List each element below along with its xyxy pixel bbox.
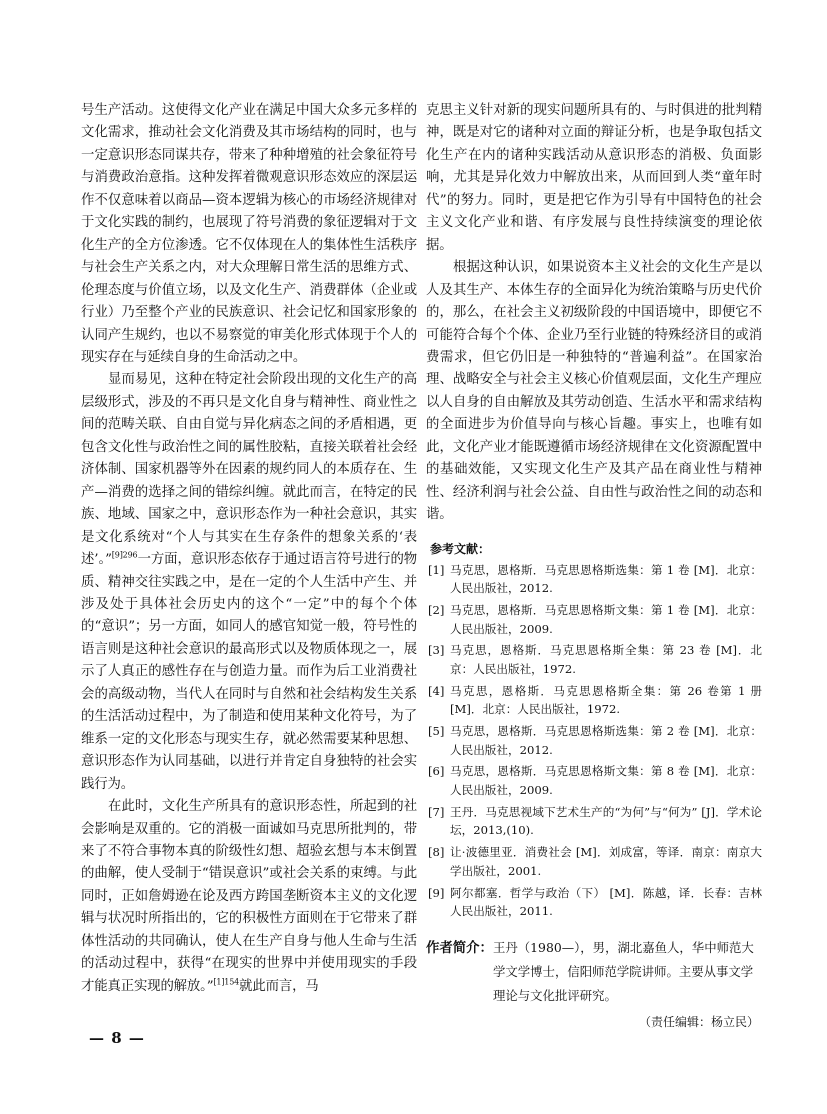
reference-number: [9] xyxy=(428,885,445,900)
reference-item xyxy=(426,884,762,921)
author-bio xyxy=(426,936,762,1008)
reference-text: 马克思，恩格斯．马克思恩格斯选集：第 2 卷 [M]．北京：人民出版社，2012. xyxy=(450,724,762,757)
citation-superscript: [1]154 xyxy=(213,977,240,987)
author-bio-label: 作者简介： xyxy=(426,939,493,956)
reference-item xyxy=(426,803,762,840)
reference-number: [1] xyxy=(428,562,445,577)
reference-text: 马克思，恩格斯．马克思恩格斯全集：第 23 卷 [M]．北京：人民出版社，1972. xyxy=(450,643,762,676)
author-bio-text: 王丹（1980—），男，湖北嘉鱼人，华中师范大学文学博士，信阳师范学院讲师。主要从事文学理论与文化批评研究。 xyxy=(493,939,754,1003)
citation-superscript: [9]296 xyxy=(111,550,138,560)
reference-item xyxy=(426,722,762,759)
reference-item xyxy=(426,682,762,719)
reference-text: 马克思，恩格斯．马克思恩格斯文集：第 1 卷 [M]．北京：人民出版社，2009. xyxy=(450,602,762,636)
reference-number: [2] xyxy=(428,602,445,617)
left-column xyxy=(81,100,417,998)
reference-item xyxy=(426,641,762,678)
reference-text: 马克思，恩格斯．马克思恩格斯全集：第 26 卷第 1 册 [M]．北京：人民出版社，1972. xyxy=(450,683,762,717)
reference-number: [7] xyxy=(428,804,445,819)
reference-item xyxy=(426,762,762,799)
reference-text: 马克思，恩格斯．马克思恩格斯文集：第 8 卷 [M]．北京：人民出版社，2009. xyxy=(450,764,762,798)
editor-note: （责任编辑：杨立民） xyxy=(638,1014,759,1029)
reference-number: [5] xyxy=(428,724,445,739)
page-number: — 8 — xyxy=(89,1029,145,1047)
reference-number: [4] xyxy=(428,683,445,698)
reference-number: [3] xyxy=(428,643,445,658)
reference-number: [8] xyxy=(428,845,445,860)
body-paragraph: 显而易见，这种在特定社会阶段出现的文化生产的高层级形式，涉及的不再只是文化自身与精神性、商业性之间的范畴关联、自由自觉与异化病态之间的矛盾相遇，更包含文化性与政治性之间的属性胶粘，直接关联着社会经济体制、国家机器等外在因素的规约同人的本质存在、生产—消费的选择之间的错综纠缠。就此而言，在特定的民族、地域、国家之中，意识形态作为一种社会意识，其实是文化系统对“个人与其实在生存条件的想象关系的‘表述’。”$^{[9]296}$一方面，意识形态依存于通过语言符号进行的物质、精神交往实践之中，是在一定的个人生活中产生、并涉及处于具体社会历史内的这个“一定”中的每个个体的“意识”；另一方面，如同人的感官知觉一般，符号性的语言则是这种社会意识的最高形式以及物质体现之一，展示了人真正的感性存在与创造力量。而作为后工业消费社会的高级动物，当代人在同时与自然和社会结构发生关系的生活活动过程中，为了制造和使用某种文化符号，为了维系一定的文化形态与现实生存，就必然需要某种思想、意识形态作为认同基础，以进行并肯定自身独特的社会实践行为。 xyxy=(81,372,417,792)
body-paragraph: 号生产活动。这使得文化产业在满足中国大众多元多样的文化需求，推动社会文化消费及其市场结构的同时，也与一定意识形态同谋共存，带来了种种增殖的社会象征符号与消费政治意指。这种发挥着微观意识形态效应的深层运作不仅意味着以商品—资本逻辑为核心的市场经济规律对于文化实践的制约，也展现了符号消费的象征逻辑对于文化生产的全方位渗透。它不仅体现在人的集体性生活秩序与社会生产关系之内，对大众理解日常生活的思维方式、伦理态度与价值立场，以及文化生产、消费群体（企业或行业）乃至整个产业的民族意识、社会记忆和国家形象的认同产生规约，也以不易察觉的审美化形式体现于个人的现实存在与延续自身的生命活动之中。 xyxy=(81,103,417,365)
reference-text: 让·波德里亚．消费社会 [M]．刘成富，等译．南京：南京大学出版社，2001. xyxy=(450,845,762,878)
reference-item xyxy=(426,843,762,880)
reference-list xyxy=(426,561,762,921)
body-paragraph: 在此时，文化生产所具有的意识形态性，所起到的社会影响是双重的。它的消极一面诚如马克思所批判的，带来了不符合事物本真的阶级性幻想、超验玄想与本末倒置的曲解，使人受制于“错误意识”或社会关系的束缚。与此同时，正如詹姆逊在论及西方跨国垄断资本主义的文化逻辑与状况时所指出的，它的积极性方面则在于它带来了群体性活动的共同确认，使人在生产自身与他人生命与生活的活动过程中，获得“在现实的世界中并使用现实的手段才能真正实现的解放。”$^{[1]154}$就此而言，马 xyxy=(81,799,417,994)
reference-text: 阿尔都塞．哲学与政治（下） [M]．陈越，译．长春：吉林人民出版社，2011. xyxy=(450,885,762,919)
reference-text: 王丹．马克思视域下艺术生产的“为何”与“何为” [J]．学术论坛，2013,(10). xyxy=(450,804,762,838)
references-heading: 参考文献： xyxy=(430,541,491,556)
reference-item xyxy=(426,601,762,638)
reference-number: [6] xyxy=(428,764,445,779)
reference-text: 马克思，恩格斯．马克思恩格斯选集：第 1 卷 [M]．北京：人民出版社，2012. xyxy=(450,562,762,596)
body-paragraph: 根据这种认识，如果说资本主义社会的文化生产是以人及其生产、本体生存的全面异化为统治策略与历史代价的，那么，在社会主义初级阶段的中国语境中，即便它不可能符合每个个体、企业乃至行业链的特殊经济目的或消费需求，但它仍旧是一种独特的“普遍利益”。在国家治理、战略安全与社会主义核心价值观层面，文化生产理应以人自身的自由解放及其劳动创造、生活水平和需求结构的全面进步为价值导向与核心旨趣。事实上，也唯有如此，文化产业才能既遵循市场经济规律在文化资源配置中的基础效能，又实现文化生产及其产品在商业性与精神性、经济利润与社会公益、自由性与政治性之间的动态和谐。 xyxy=(426,260,762,523)
reference-item xyxy=(426,561,762,598)
right-column xyxy=(426,100,762,1032)
body-paragraph: 克思主义针对新的现实问题所具有的、与时俱进的批判精神，既是对它的诸种对立面的辩证分析，也是争取包括文化生产在内的诸种实践活动从意识形态的消极、负面影响，尤其是异化效力中解放出来，从而回到人类“童年时代”的努力。同时，更是把它作为引导有中国特色的社会主义文化产业和谐、有序发展与良性持续演变的理论依据。 xyxy=(426,103,762,253)
